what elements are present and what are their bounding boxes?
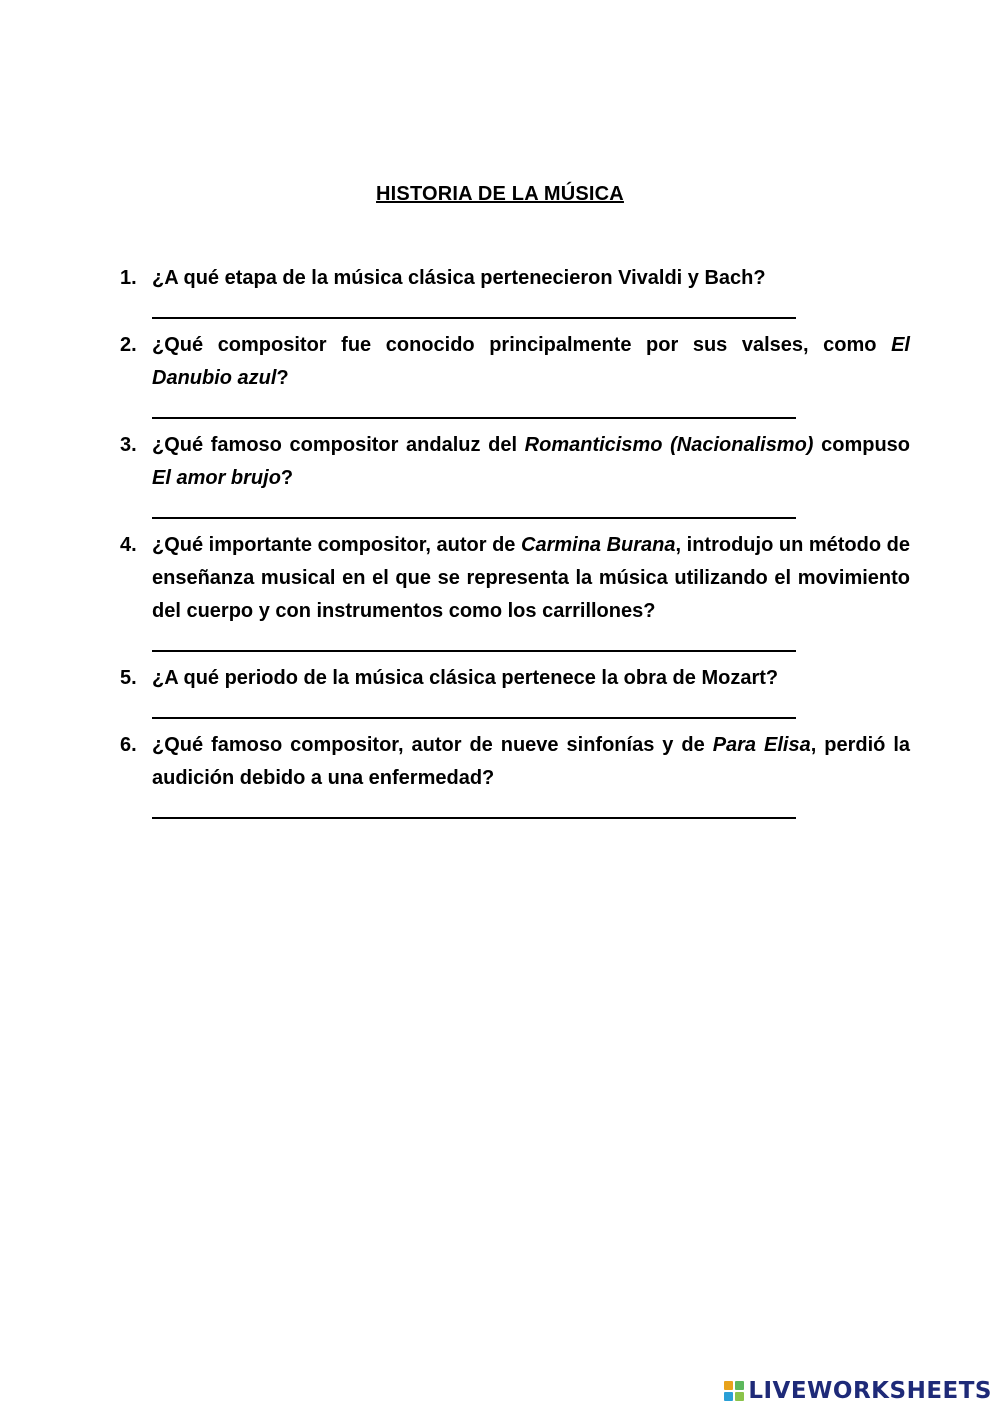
question-text-segment: ¿A qué periodo de la música clásica pertenece la obra de Mozart? — [152, 667, 779, 689]
question-text — [152, 529, 910, 628]
brand-label: LIVEWORKSHEETS — [748, 1378, 992, 1404]
question-text-segment: ¿Qué famoso compositor andaluz del — [152, 434, 525, 456]
question-text — [152, 262, 910, 295]
question-item — [120, 529, 910, 628]
question-item — [120, 729, 910, 795]
liveworksheets-logo-icon — [724, 1381, 744, 1401]
question-text — [152, 429, 910, 495]
question-italic-title: Carmina Burana — [521, 534, 676, 556]
question-italic-title: El Danubio azul — [152, 334, 910, 389]
question-text-segment: ? — [280, 467, 294, 489]
question-number: 3. — [120, 434, 137, 456]
question-text — [152, 329, 910, 395]
answer-line[interactable] — [152, 295, 796, 319]
question-text-segment: , perdió la audición debido a una enfermedad? — [152, 734, 911, 789]
answer-line[interactable] — [152, 628, 796, 652]
answer-line[interactable] — [152, 395, 796, 419]
question-number: 5. — [120, 667, 137, 689]
question-item — [120, 429, 910, 495]
question-italic-title: Romanticismo (Nacionalismo) — [524, 434, 814, 456]
question-text-segment: , introdujo un método de enseñanza musical en el que se representa la música utilizando el movimiento del cuerpo y con instrumentos como los carrillones? — [152, 534, 910, 622]
question-text-segment: ? — [276, 367, 289, 389]
answer-line[interactable] — [152, 795, 796, 819]
question-number: 1. — [120, 267, 137, 289]
answer-line[interactable] — [152, 695, 796, 719]
question-text-segment: ¿Qué importante compositor, autor de — [152, 534, 521, 556]
question-text-segment: ¿Qué famoso compositor, autor de nueve sinfonías y de — [152, 734, 713, 756]
question-item — [120, 662, 910, 695]
question-text — [152, 662, 910, 695]
question-italic-title: El amor brujo — [152, 467, 281, 489]
question-item — [120, 329, 910, 395]
question-text — [152, 729, 910, 795]
answer-line[interactable] — [152, 495, 796, 519]
question-text-segment: ¿A qué etapa de la música clásica pertenecieron Vivaldi y Bach? — [152, 267, 766, 289]
logo-square — [735, 1392, 744, 1401]
question-number: 2. — [120, 334, 137, 356]
logo-square — [724, 1381, 733, 1390]
question-item — [120, 262, 910, 295]
question-number: 6. — [120, 734, 137, 756]
question-text-segment: compuso — [813, 434, 911, 456]
logo-square — [724, 1392, 733, 1401]
logo-square — [735, 1381, 744, 1390]
question-number: 4. — [120, 534, 137, 556]
liveworksheets-brand — [724, 1375, 992, 1407]
question-italic-title: Para Elisa — [712, 734, 811, 756]
question-text-segment: ¿Qué compositor fue conocido principalmente por sus valses, como — [152, 334, 892, 356]
question-list — [120, 262, 910, 829]
page-title: HISTORIA DE LA MÚSICA — [376, 183, 624, 206]
